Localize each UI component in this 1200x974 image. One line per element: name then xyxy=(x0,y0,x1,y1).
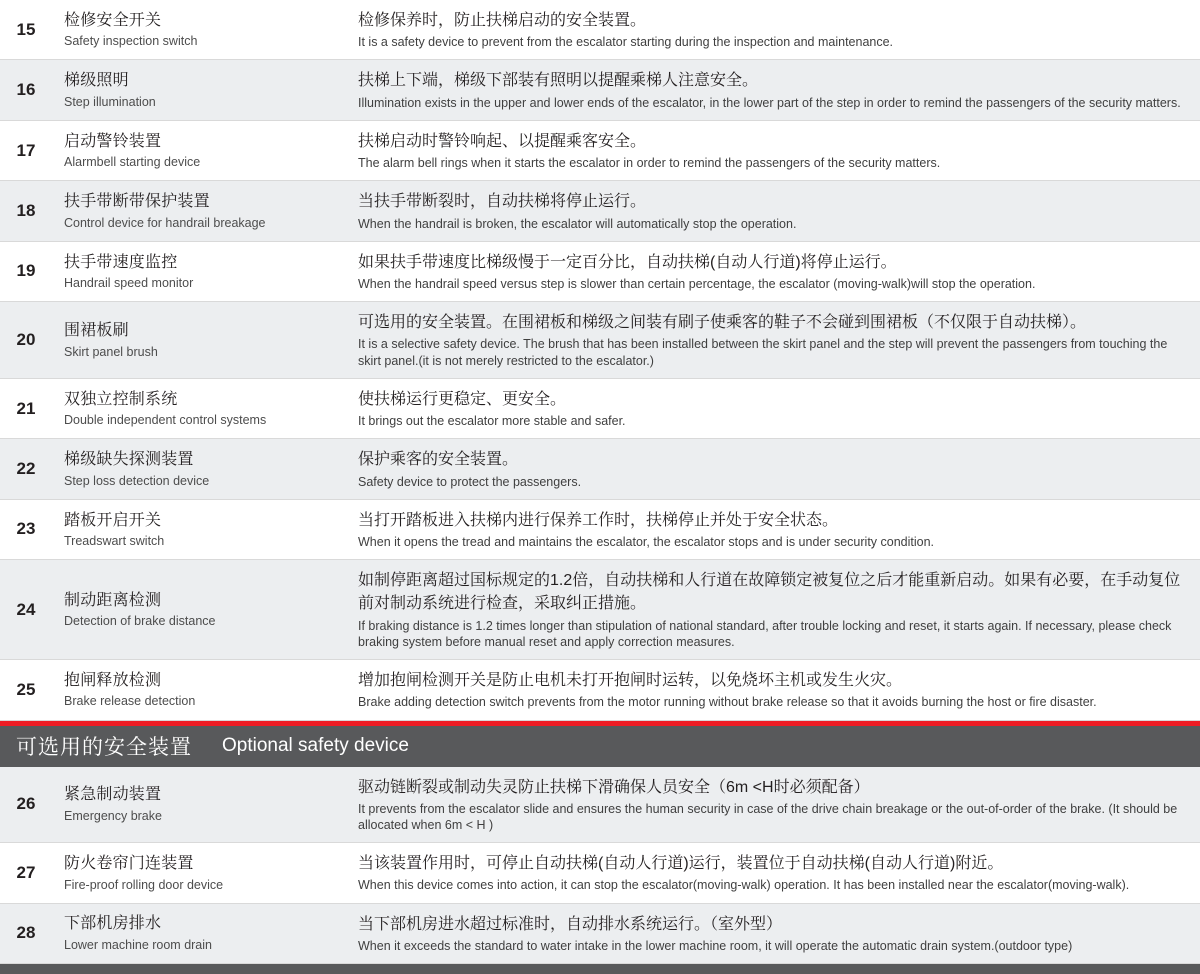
device-name-chinese: 检修安全开关 xyxy=(64,11,162,29)
device-name-chinese: 制动距离检测 xyxy=(64,591,162,609)
device-description-chinese: 当该装置作用时，可停止自动扶梯(自动人行道)运行，装置位于自动扶梯(自动人行道)附近。 xyxy=(358,855,1004,873)
device-name-chinese: 双独立控制系统 xyxy=(64,390,178,408)
device-description-cell xyxy=(344,242,1200,301)
row-number: 16 xyxy=(16,80,36,100)
device-name-cell xyxy=(52,500,344,559)
table-row xyxy=(0,560,1200,660)
device-name-cell xyxy=(52,767,344,843)
device-name-chinese: 扶手带断带保护装置 xyxy=(64,193,210,211)
device-name-cell xyxy=(52,439,344,498)
table-row xyxy=(0,121,1200,181)
device-name-english: Treadswart switch xyxy=(64,534,165,549)
optional-safety-device-table xyxy=(0,767,1200,965)
device-description-english: When it exceeds the standard to water intake in the lower machine room, it will operate the automatic drain system.(outdoor type) xyxy=(358,938,1073,953)
device-description-english: When the handrail speed versus step is slower than certain percentage, the escalator (moving-walk)will stop the operation. xyxy=(358,276,1036,291)
device-name-cell xyxy=(52,560,344,659)
device-description-cell xyxy=(344,904,1200,963)
device-name-chinese: 踏板开启开关 xyxy=(64,511,162,529)
device-description-cell xyxy=(344,60,1200,119)
device-name-english: Brake release detection xyxy=(64,694,196,709)
device-name-cell xyxy=(52,660,344,719)
device-name-chinese: 围裙板刷 xyxy=(64,322,129,340)
device-name-chinese: 梯级缺失探测装置 xyxy=(64,451,194,469)
device-description-cell xyxy=(344,439,1200,498)
device-description-chinese: 使扶梯运行更稳定、更安全。 xyxy=(358,390,567,408)
table-row xyxy=(0,843,1200,903)
row-number: 21 xyxy=(16,398,36,418)
device-name-chinese: 紧急制动装置 xyxy=(64,786,162,804)
device-description-cell xyxy=(344,560,1200,659)
device-description-chinese: 当下部机房进水超过标准时，自动排水系统运行。（室外型） xyxy=(358,915,783,933)
device-description-chinese: 扶梯启动时警铃响起、以提醒乘客安全。 xyxy=(358,132,647,150)
device-description-english: It is a safety device to prevent from the escalator starting during the inspection and maintenance. xyxy=(358,35,894,50)
device-description-english: The alarm bell rings when it starts the escalator in order to remind the passengers of the security matters. xyxy=(358,156,941,171)
row-number: 18 xyxy=(16,201,36,221)
device-description-cell xyxy=(344,379,1200,438)
device-description-cell xyxy=(344,500,1200,559)
device-name-cell xyxy=(52,0,344,59)
device-name-chinese: 防火卷帘门连装置 xyxy=(64,854,194,872)
table-row xyxy=(0,500,1200,560)
device-name-chinese: 抱闸释放检测 xyxy=(64,671,162,689)
table-row xyxy=(0,660,1200,720)
device-name-cell xyxy=(52,242,344,301)
row-number: 15 xyxy=(16,19,36,39)
device-description-cell xyxy=(344,767,1200,843)
device-name-english: Detection of brake distance xyxy=(64,614,216,629)
row-number: 27 xyxy=(16,862,36,882)
row-number: 17 xyxy=(16,140,36,160)
device-description-chinese: 可选用的安全装置。在围裙板和梯级之间装有刷子使乘客的鞋子不会碰到围裙板（不仅限于自动扶梯）。 xyxy=(358,314,1087,332)
device-description-cell xyxy=(344,302,1200,378)
device-name-english: Control device for handrail breakage xyxy=(64,215,266,230)
table-row xyxy=(0,0,1200,60)
device-description-english: When the handrail is broken, the escalator will automatically stop the operation. xyxy=(358,216,797,231)
device-description-chinese: 增加抱闸检测开关是防止电机未打开抱闸时运转，以免烧坏主机或发生火灾。 xyxy=(358,672,903,690)
device-description-chinese: 如果扶手带速度比梯级慢于一定百分比，自动扶梯(自动人行道)将停止运行。 xyxy=(358,253,897,271)
section-title-chinese: 可选用的安全装置 xyxy=(16,736,192,759)
device-name-chinese: 下部机房排水 xyxy=(64,915,162,933)
device-name-english: Step illumination xyxy=(64,94,156,109)
device-name-cell xyxy=(52,181,344,240)
section-header-optional-safety-device xyxy=(0,721,1200,767)
row-number: 19 xyxy=(16,261,36,281)
device-name-cell xyxy=(52,121,344,180)
table-row xyxy=(0,242,1200,302)
device-name-cell xyxy=(52,904,344,963)
row-number: 23 xyxy=(16,519,36,539)
device-name-english: Fire-proof rolling door device xyxy=(64,877,224,892)
device-name-english: Alarmbell starting device xyxy=(64,155,201,170)
device-name-cell xyxy=(52,60,344,119)
device-description-chinese: 检修保养时，防止扶梯启动的安全装置。 xyxy=(358,12,647,29)
table-row xyxy=(0,60,1200,120)
device-description-english: If braking distance is 1.2 times longer than stipulation of national standard, after trouble locking and reset, it starts again. If necessary, please check braking system before manual reset and apply correction measures. xyxy=(358,618,1172,649)
row-number: 22 xyxy=(16,459,36,479)
device-description-cell xyxy=(344,0,1200,59)
device-description-english: When this device comes into action, it can stop the escalator(moving-walk) operation. It has been installed near the escalator(moving-walk). xyxy=(358,878,1130,893)
device-description-english: When it opens the tread and maintains the escalator, the escalator stops and is under security condition. xyxy=(358,534,935,549)
device-name-cell xyxy=(52,379,344,438)
table-row xyxy=(0,904,1200,964)
device-name-chinese: 启动警铃装置 xyxy=(64,132,162,150)
device-name-chinese: 梯级照明 xyxy=(64,72,129,90)
row-number: 28 xyxy=(16,923,36,943)
device-name-chinese: 扶手带速度监控 xyxy=(64,253,178,271)
device-name-english: Lower machine room drain xyxy=(64,938,212,953)
table-row xyxy=(0,181,1200,241)
device-description-cell xyxy=(344,121,1200,180)
footer-bar xyxy=(0,964,1200,974)
row-number: 26 xyxy=(16,794,36,814)
row-number: 24 xyxy=(16,599,36,619)
device-description-chinese: 扶梯上下端，梯级下部装有照明以提醒乘梯人注意安全。 xyxy=(358,72,759,90)
device-description-cell xyxy=(344,181,1200,240)
device-name-english: Step loss detection device xyxy=(64,473,210,488)
device-description-chinese: 当扶手带断裂时，自动扶梯将停止运行。 xyxy=(358,193,647,211)
device-description-chinese: 保护乘客的安全装置。 xyxy=(358,451,519,469)
device-description-english: It brings out the escalator more stable and safer. xyxy=(358,414,626,429)
device-description-english: It is a selective safety device. The brush that has been installed between the skirt panel and the step will prevent the passengers from touching the skirt panel.(it is not merely restricted to the escalator.) xyxy=(358,337,1168,368)
device-description-cell xyxy=(344,660,1200,719)
section-title-english: Optional safety device xyxy=(222,735,409,756)
table-row xyxy=(0,439,1200,499)
row-number: 25 xyxy=(16,679,36,699)
row-number: 20 xyxy=(16,330,36,350)
device-name-cell xyxy=(52,843,344,902)
device-description-chinese: 驱动链断裂或制动失灵防止扶梯下滑确保人员安全（6m <H时必须配备） xyxy=(358,778,870,796)
device-name-cell xyxy=(52,302,344,378)
device-description-english: Safety device to protect the passengers. xyxy=(358,474,582,489)
device-description-english: It prevents from the escalator slide and ensures the human security in case of the drive chain breakage or the out-of-order of the brake. (It should be allocated when 6m < H ) xyxy=(358,801,1178,832)
device-description-chinese: 如制停距离超过国标规定的1.2倍，自动扶梯和人行道在故障锁定被复位之后才能重新启动。如果有必要，在手动复位前对制动系统进行检查，采取纠正措施。 xyxy=(358,572,1181,613)
device-description-english: Brake adding detection switch prevents from the motor running without brake release so that it avoids burning the host or fire disaster. xyxy=(358,695,1097,710)
table-row xyxy=(0,302,1200,379)
device-name-english: Emergency brake xyxy=(64,809,162,824)
device-description-chinese: 当打开踏板进入扶梯内进行保养工作时，扶梯停止并处于安全状态。 xyxy=(358,511,839,529)
device-description-english: Illumination exists in the upper and lower ends of the escalator, in the lower part of the step in order to remind the passengers of the security matters. xyxy=(358,95,1181,110)
table-row xyxy=(0,767,1200,844)
device-name-english: Double independent control systems xyxy=(64,413,267,428)
device-name-english: Handrail speed monitor xyxy=(64,276,194,291)
device-name-english: Safety inspection switch xyxy=(64,34,198,49)
device-description-cell xyxy=(344,843,1200,902)
device-name-english: Skirt panel brush xyxy=(64,344,158,359)
table-row xyxy=(0,379,1200,439)
